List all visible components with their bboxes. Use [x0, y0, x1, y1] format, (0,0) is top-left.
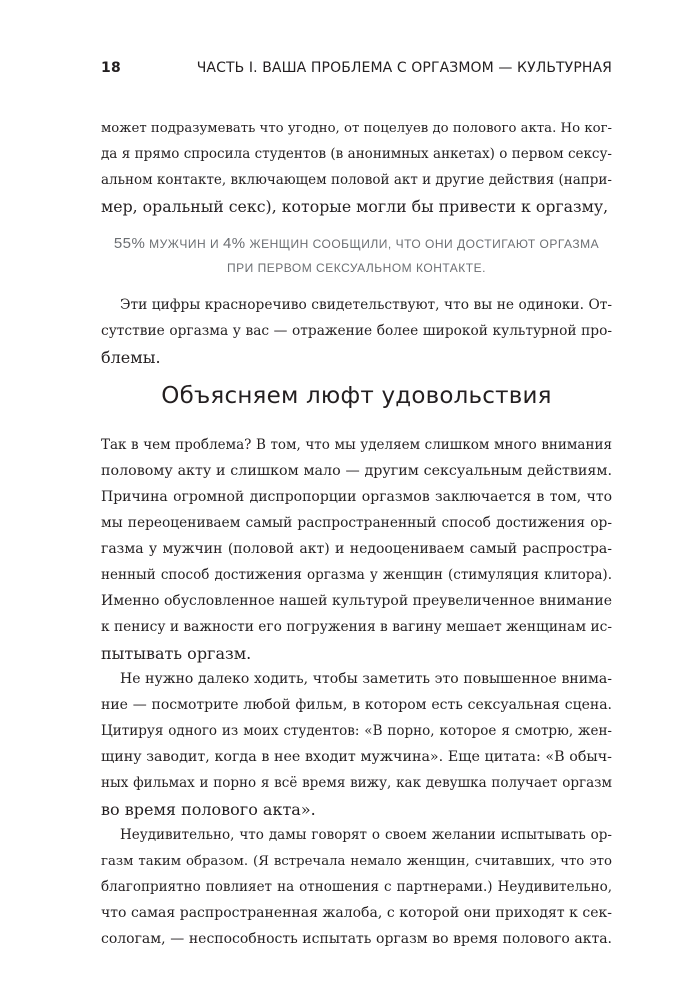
- running-header: [101, 56, 612, 80]
- page-number: 18: [101, 60, 122, 76]
- text-line: Не нужно далеко ходить, чтобы заметить это повышенное внима-: [120, 671, 612, 687]
- running-title: ЧАСТЬ I. ВАША ПРОБЛЕМА С ОРГАЗМОМ — КУЛЬТУРНАЯ: [196, 60, 612, 76]
- text-line: что самая распространенная жалоба, с которой они приходят к сек-: [101, 905, 612, 921]
- text-line: щину заводит, когда в нее входит мужчина». Еще цитата: «В обыч-: [101, 749, 612, 765]
- section-heading: Объясняем люфт удовольствия: [161, 383, 552, 409]
- text-line: сологам, — неспособность испытать оргазм во время полового акта.: [101, 931, 612, 947]
- text-line: Эти цифры красноречиво свидетельствуют, что вы не одиноки. От-: [120, 297, 612, 313]
- text-line: к пенису и важности его погружения в вагину мешает женщинам ис-: [101, 619, 612, 635]
- text-line: мер, оральный секс), которые могли бы привести к оргазму,: [101, 197, 609, 216]
- text-line: ных фильмах и порно я всё время вижу, как девушка получает оргазм: [101, 775, 612, 791]
- text-line: Причина огромной диспропорции оргазмов заключается в том, что: [101, 489, 612, 505]
- text-line: сутствие оргазма у вас — отражение более широкой культурной про-: [101, 323, 612, 339]
- text-line: да я прямо спросила студентов (в анонимных анкетах) о первом сексу-: [101, 146, 612, 162]
- text-line: Неудивительно, что дамы говорят о своем желании испытывать ор-: [120, 827, 612, 843]
- callout-line-1: [101, 232, 612, 256]
- text-line: Именно обусловленное нашей культурой преувеличенное внимание: [101, 593, 612, 609]
- callout-text: МУЖЧИН И: [145, 237, 223, 251]
- callout-text: ЖЕНЩИН СООБЩИЛИ, ЧТО ОНИ ДОСТИГАЮТ ОРГАЗМА: [245, 237, 600, 251]
- text-line: ненный способ достижения оргазма у женщин (стимуляция клитора).: [101, 567, 612, 583]
- text-line: газма у мужчин (половой акт) и недооцениваем самый распростра-: [101, 541, 612, 557]
- statistic-callout: [101, 232, 612, 280]
- text-line: Цитируя одного из моих студентов: «В порно, которое я смотрю, жен-: [101, 723, 612, 739]
- text-line: во время полового акта».: [101, 800, 316, 819]
- text-line: Так в чем проблема? В том, что мы уделяем слишком много внимания: [101, 437, 612, 453]
- stat-men: 55%: [113, 235, 146, 252]
- text-line: может подразумевать что угодно, от поцелуев до полового акта. Но ког-: [101, 121, 612, 136]
- text-line: половому акту и слишком мало — другим сексуальным действиям.: [101, 463, 612, 479]
- text-line: газм таким образом. (Я встречала немало женщин, считавших, что это: [101, 854, 612, 869]
- callout-line-2: ПРИ ПЕРВОМ СЕКСУАЛЬНОМ КОНТАКТЕ.: [227, 261, 486, 275]
- text-line: ние — посмотрите любой фильм, в котором есть сексуальная сцена.: [101, 697, 612, 713]
- text-line: мы переоцениваем самый распространенный способ достижения ор-: [101, 515, 612, 531]
- text-line: блемы.: [101, 348, 161, 367]
- text-line: альном контакте, включающем половой акт и другие действия (напри-: [101, 172, 612, 188]
- stat-women: 4%: [222, 235, 246, 252]
- text-line: пытывать оргазм.: [101, 644, 252, 663]
- text-line: благоприятно повлияет на отношения с партнерами.) Неудивительно,: [101, 879, 612, 895]
